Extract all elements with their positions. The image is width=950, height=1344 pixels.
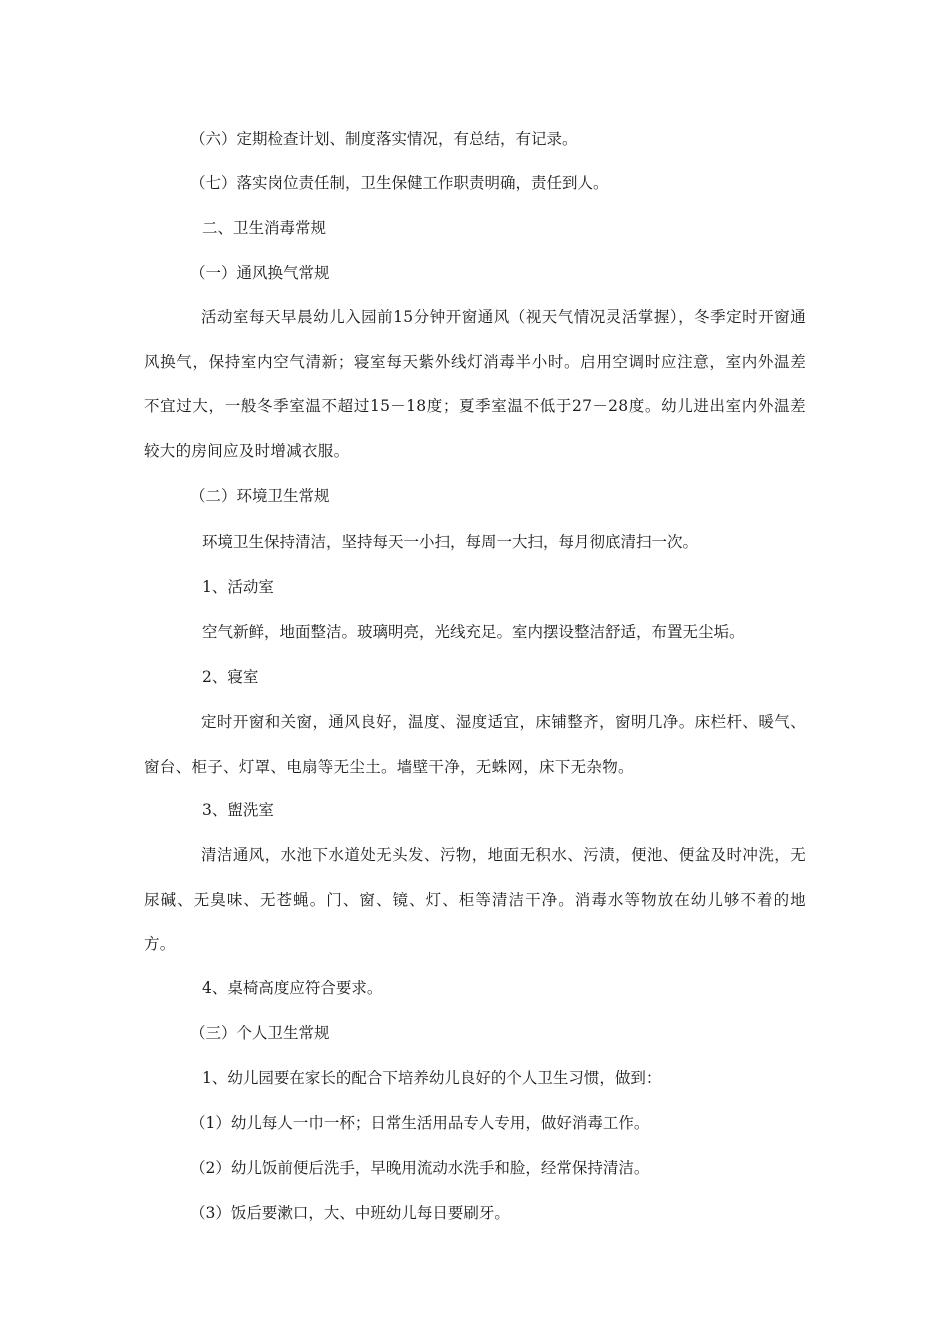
section-heading-hygiene-disinfection: 二、卫生消毒常规 (202, 219, 327, 237)
personal-hygiene-intro: 1、幼儿园要在家长的配合下培养幼儿良好的个人卫生习惯，做到： (202, 1069, 662, 1087)
item-six: （六）定期检查计划、制度落实情况，有总结，有记录。 (190, 130, 578, 148)
ventilation-paragraph: 活动室每天早晨幼儿入园前15分钟开窗通风（视天气情况灵活掌握），冬季定时开窗通风换气，保持室内空气清新；寝室每天紫外线灯消毒半小时。启用空调时应注意，室内外温差不宜过大，一般冬季室温不超过15－18度；夏季室温不低于27－28度。幼儿进出室内外温差较大的房间应及时增减衣服。 (144, 308, 806, 460)
bedroom-paragraph: 定时开窗和关窗，通风良好，温度、湿度适宜，床铺整齐，窗明几净。床栏杆、暖气、窗台、柜子、灯罩、电扇等无尘土。墙壁干净，无蛛网，床下无杂物。 (144, 713, 806, 776)
heading-activity-room: 1、活动室 (202, 578, 274, 596)
personal-item-3: （3）饭后要漱口，大、中班幼儿每日要刷牙。 (190, 1204, 510, 1222)
subheading-ventilation: （一）通风换气常规 (190, 264, 330, 282)
subheading-personal-hygiene: （三）个人卫生常规 (190, 1024, 330, 1042)
environment-paragraph: 环境卫生保持清洁，坚持每天一小扫，每周一大扫，每月彻底清扫一次。 (202, 533, 699, 551)
personal-item-1: （1）幼儿每人一巾一杯；日常生活用品专人专用，做好消毒工作。 (190, 1114, 650, 1132)
heading-washroom: 3、盥洗室 (202, 801, 274, 819)
heading-bedroom: 2、寝室 (202, 668, 259, 686)
tables-chairs-item: 4、桌椅高度应符合要求。 (202, 979, 383, 997)
activity-room-paragraph: 空气新鲜，地面整洁。玻璃明亮，光线充足。室内摆设整洁舒适，布置无尘垢。 (202, 623, 745, 641)
personal-item-2: （2）幼儿饭前便后洗手，早晚用流动水洗手和脸，经常保持清洁。 (190, 1159, 650, 1177)
item-seven: （七）落实岗位责任制，卫生保健工作职责明确，责任到人。 (190, 174, 609, 192)
subheading-environment: （二）环境卫生常规 (190, 487, 330, 505)
washroom-paragraph: 清洁通风，水池下水道处无头发、污物，地面无积水、污渍，便池、便盆及时冲洗，无尿碱、无臭味、无苍蝇。门、窗、镜、灯、柜等清洁干净。消毒水等物放在幼儿够不着的地方。 (144, 846, 806, 953)
